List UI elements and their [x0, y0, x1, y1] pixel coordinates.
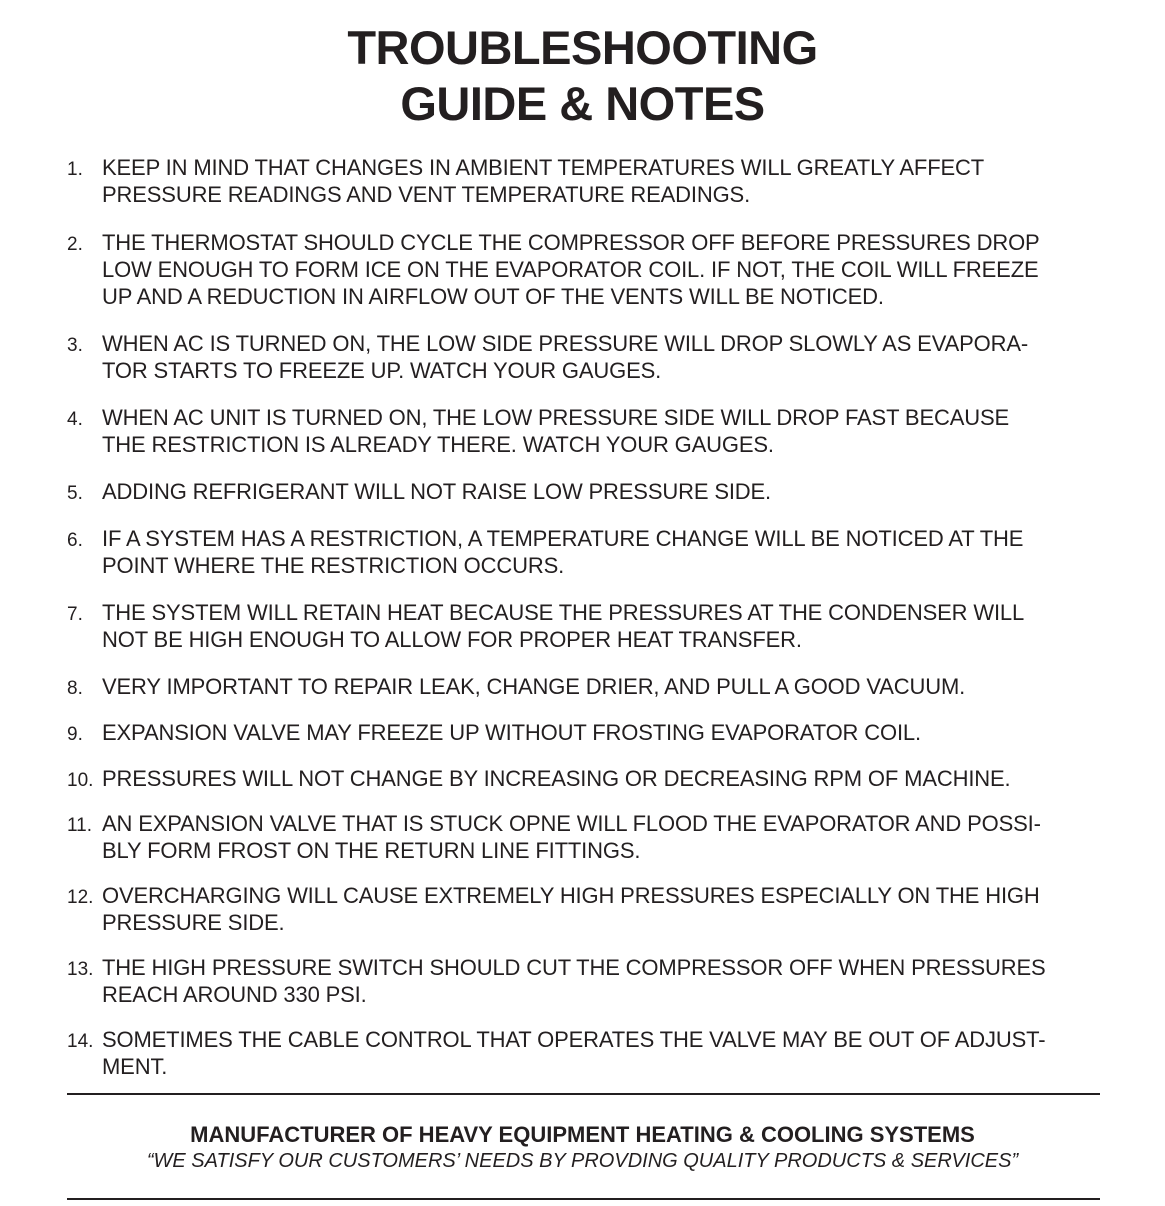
note-text: THE THERMOSTAT SHOULD CYCLE THE COMPRESSOR OFF BEFORE PRESSURES DROP LOW ENOUGH TO FORM ICE ON THE EVAPORATOR COIL. IF NOT, THE COIL WILL FREEZE UP AND A REDUCTION IN AIRFLOW OUT OF THE VENTS WILL BE NOTICED. — [102, 230, 1040, 309]
note-number: 6. — [67, 530, 83, 551]
note-text: ADDING REFRIGERANT WILL NOT RAISE LOW PRESSURE SIDE. — [102, 479, 772, 504]
note-text: WHEN AC IS TURNED ON, THE LOW SIDE PRESSURE WILL DROP SLOWLY AS EVAPORA- TOR STARTS TO FREEZE UP. WATCH YOUR GAUGES. — [102, 331, 1029, 383]
note-text: OVERCHARGING WILL CAUSE EXTREMELY HIGH PRESSURES ESPECIALLY ON THE HIGH PRESSURE SIDE. — [102, 883, 1040, 935]
divider-bottom — [67, 1198, 1100, 1200]
footer-heading: MANUFACTURER OF HEAVY EQUIPMENT HEATING & COOLING SYSTEMS — [190, 1122, 975, 1147]
note-number: 13. — [67, 959, 94, 980]
divider-top — [67, 1093, 1100, 1095]
note-number: 9. — [67, 724, 83, 745]
note-text: PRESSURES WILL NOT CHANGE BY INCREASING OR DECREASING RPM OF MACHINE. — [102, 766, 1011, 791]
note-number: 14. — [67, 1031, 94, 1052]
note-number: 3. — [67, 335, 83, 356]
note-text: SOMETIMES THE CABLE CONTROL THAT OPERATES THE VALVE MAY BE OUT OF ADJUST- MENT. — [102, 1027, 1046, 1079]
note-number: 8. — [67, 678, 83, 699]
note-number: 12. — [67, 887, 94, 908]
footer-tagline: “WE SATISFY OUR CUSTOMERS’ NEEDS BY PROVDING QUALITY PRODUCTS & SERVICES” — [146, 1150, 1019, 1172]
note-text: IF A SYSTEM HAS A RESTRICTION, A TEMPERATURE CHANGE WILL BE NOTICED AT THE POINT WHERE THE RESTRICTION OCCURS. — [102, 526, 1024, 578]
page-title-line-1: TROUBLESHOOTING — [347, 21, 818, 74]
note-text: KEEP IN MIND THAT CHANGES IN AMBIENT TEMPERATURES WILL GREATLY AFFECT PRESSURE READINGS AND VENT TEMPERATURE READINGS. — [102, 155, 985, 207]
note-text: THE HIGH PRESSURE SWITCH SHOULD CUT THE COMPRESSOR OFF WHEN PRESSURES REACH AROUND 330 PSI. — [102, 955, 1046, 1007]
note-text: AN EXPANSION VALVE THAT IS STUCK OPNE WILL FLOOD THE EVAPORATOR AND POSSI- BLY FORM FROST ON THE RETURN LINE FITTINGS. — [102, 811, 1041, 863]
note-number: 4. — [67, 409, 83, 430]
note-number: 5. — [67, 483, 83, 504]
note-number: 11. — [67, 815, 93, 836]
note-text: THE SYSTEM WILL RETAIN HEAT BECAUSE THE PRESSURES AT THE CONDENSER WILL NOT BE HIGH ENOUGH TO ALLOW FOR PROPER HEAT TRANSFER. — [102, 600, 1025, 652]
note-text: EXPANSION VALVE MAY FREEZE UP WITHOUT FROSTING EVAPORATOR COIL. — [102, 720, 921, 745]
note-text: VERY IMPORTANT TO REPAIR LEAK, CHANGE DRIER, AND PULL A GOOD VACUUM. — [102, 674, 966, 699]
note-number: 1. — [67, 159, 83, 180]
note-text: WHEN AC UNIT IS TURNED ON, THE LOW PRESSURE SIDE WILL DROP FAST BECAUSE THE RESTRICTION IS ALREADY THERE. WATCH YOUR GAUGES. — [102, 405, 1010, 457]
page-title-line-2: GUIDE & NOTES — [400, 77, 765, 130]
note-number: 7. — [67, 604, 83, 625]
note-number: 2. — [67, 234, 83, 255]
note-number: 10. — [67, 770, 94, 791]
